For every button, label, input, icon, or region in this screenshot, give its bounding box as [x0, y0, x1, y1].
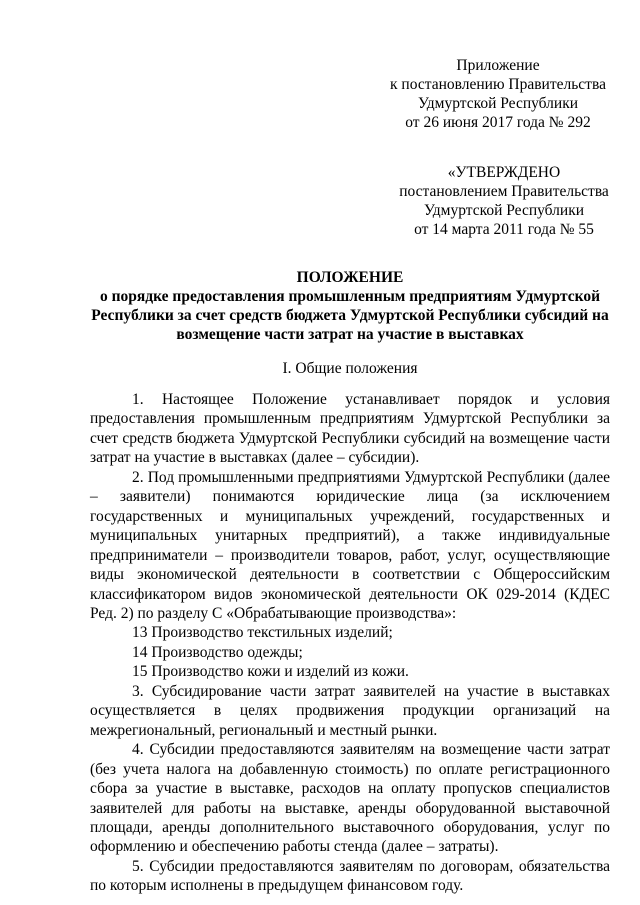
section-heading: I. Общие положения: [282, 360, 418, 377]
title-heading: ПОЛОЖЕНИЕ: [296, 269, 404, 286]
title-line-2: Республики за счет средств бюджета Удмуртской Республики субсидий на: [91, 307, 609, 324]
appendix-line-1: Приложение: [456, 57, 540, 74]
approved-line-3: Удмуртской Республики: [423, 202, 585, 219]
list-item-13: 13 Производство текстильных изделий;: [132, 624, 393, 642]
appendix-block: [372, 56, 624, 132]
approved-line-1: «УТВЕРЖДЕНО: [447, 164, 561, 181]
appendix-line-2: к постановлению Правительства: [390, 76, 606, 93]
approved-line-4: от 14 марта 2011 года № 55: [414, 221, 594, 238]
title-line-1: о порядке предоставления промышленным предприятиям Удмуртской: [99, 288, 601, 305]
appendix-line-3: Удмуртской Республики: [417, 95, 579, 112]
appendix-line-4: от 26 июня 2017 года № 292: [405, 114, 591, 131]
title-line-3: возмещение части затрат на участие в выставках: [176, 326, 524, 343]
paragraph-3: 3. Субсидирование части затрат заявителей на участие в выставках осуществляется в целях продвижения продукции организаций на межрегиональный, региональный и местный рынки.: [90, 682, 610, 739]
paragraph-4: 4. Субсидии предоставляются заявителям на возмещение части затрат (без учета налога на добавленную стоимость) по оплате регистрационного сбора за участие в выставке, расходов на оплату пропусков специалистов заявителей для работы на выставке, аренды оборудованной выставочной площади, аренды дополнительного выставочного оборудования, услуг по оформлению и обеспечению работы стенда (далее – затраты).: [90, 741, 610, 856]
paragraph-1: 1. Настоящее Положение устанавливает порядок и условия предоставления промышленным предприятиям Удмуртской Республики за счет средств бюджета Удмуртской Республики субсидий на возмещение части затрат на участие в выставках (далее – субсидии).: [90, 391, 610, 467]
list-item-14: 14 Производство одежды;: [132, 643, 303, 661]
approved-block: [378, 163, 630, 239]
approved-line-2: постановлением Правительства: [399, 183, 609, 200]
paragraph-5: 5. Субсидии предоставляются заявителям по договорам, обязательства по которым исполнены в предыдущем финансовом году.: [90, 857, 610, 895]
document-title: [90, 268, 610, 344]
document-body: [90, 390, 610, 896]
list-item-15: 15 Производство кожи и изделий из кожи.: [132, 663, 409, 681]
paragraph-2: 2. Под промышленными предприятиями Удмуртской Республики (далее – заявители) понимаются юридические лица (за исключением государственных и муниципальных учреждений, государственных и муниципальных унитарных предприятий), а также индивидуальные предприниматели – производители товаров, работ, услуг, осуществляющие виды экономической деятельности в соответствии с Общероссийским классификатором видов экономической деятельности ОК 029-2014 (КДЕС Ред. 2) по разделу С «Обрабатывающие производства»:: [90, 468, 610, 622]
